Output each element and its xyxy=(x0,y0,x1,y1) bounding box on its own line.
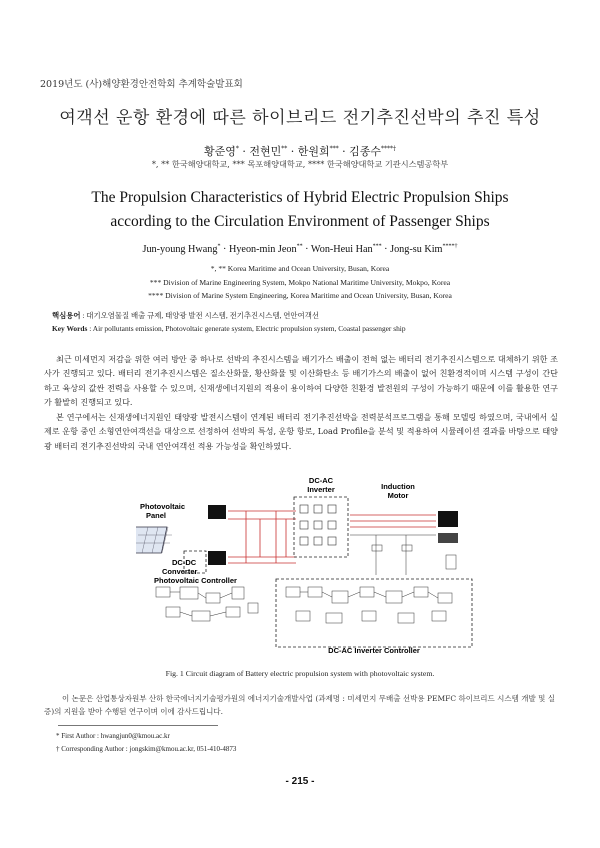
photovoltaic-panel-icon xyxy=(136,527,172,553)
english-affiliation-1: *, ** Korea Maritime and Ocean University, Busan, Korea xyxy=(210,264,390,273)
label-dcdc-2: Converter xyxy=(162,567,198,576)
motor-block xyxy=(438,511,458,527)
label-inverter-controller: DC-AC Inverter Controller xyxy=(328,646,420,653)
pv-controller-blocks xyxy=(156,587,258,621)
paragraph-1: 최근 미세먼지 저감을 위한 여러 방안 중 하나로 선박의 추진시스템을 배기가스 배출이 전혀 없는 배터리 전기추진시스템으로 대체하기 위한 조사가 진행되고 있다. 배터리 전기추진시스템은 질소산화물, 황산화물 및 이산화탄소 등 배기가스의 배출이 없어 친환경적이며 시스템 구성이 간단하고 육상의 값싼 전력을 사용할 수 있으며, 신재생에너지원의 적용이 용이하여 다양한 친환경 발전원의 구성이 가능하기 때문에 이를 활용한 연구가 활발히 진행되고 있다. xyxy=(44,354,558,408)
label-induction: Induction xyxy=(381,482,415,491)
paragraph-2: 본 연구에서는 신재생에너지원인 태양광 발전시스템이 연계된 배터리 전기추진선박을 전력분석프로그램을 통해 모델링 하였으며, 국내에서 실제로 운항 중인 소형연안여객선을 대상으로 선정하여 선박의 특성, 운항 항로, Load Profile을 분석 및 적용하여 시뮬레이션 결과를 바탕으로 태양광 배터리 전기추진선박의 국내 연안여객선 적용 가능성을 확인하였다. xyxy=(44,412,558,451)
english-authors: Jun-young Hwang* · Hyeon-min Jeon** · Won-Heui Han*** · Jong-su Kim****† xyxy=(142,243,458,255)
label-motor: Motor xyxy=(387,491,409,500)
inverter-controller-blocks xyxy=(286,587,452,623)
page-number: - 215 - xyxy=(285,776,315,787)
label-pv-controller: Photovoltaic Controller xyxy=(154,576,237,585)
keywords-korean: 핵심용어 : 대기오염물질 배출 규제, 태양광 발전 시스템, 전기추진시스템, 연안여객선 xyxy=(52,311,319,320)
footnote-first-author: * First Author : hwangjun0@kmou.ac.kr xyxy=(56,732,170,740)
label-pv-2: Panel xyxy=(146,511,167,520)
label-pv-1: Photovoltaic xyxy=(140,502,186,511)
inverter-dashed-box xyxy=(294,497,348,557)
label-dcac: DC-AC xyxy=(308,476,334,485)
korean-authors: 황준영* · 전현민** · 한원희*** · 김종수****† xyxy=(203,145,397,158)
label-inverter: Inverter xyxy=(307,485,335,494)
battery-block xyxy=(208,551,226,565)
label-dcdc-1: DC-DC xyxy=(172,558,197,567)
figure-caption: Fig. 1 Circuit diagram of Battery electric propulsion system with photovoltaic system. xyxy=(165,669,435,678)
motor-block-2 xyxy=(438,533,458,543)
footnote-corresponding-author: † Corresponding Author : jongskim@kmou.ac.kr, 051-410-4873 xyxy=(56,745,237,753)
acknowledgement: 이 논문은 산업통상자원부 산하 한국에너지기술평가원의 에너지기술개발사업 (과제명 : 미세먼지 무배출 선박용 PEMFC 하이브리드 시스템 개발 및 실증)의 지원을 받아 수행된 연구이며 이에 감사드립니다. xyxy=(44,694,555,716)
circuit-diagram-figure xyxy=(136,475,476,653)
keywords-english: Key Words : Air pollutants emission, Photovoltaic generate system, Electric propulsion system, Coastal passenger ship xyxy=(52,324,406,333)
korean-affiliation: *, ** 한국해양대학교, *** 목포해양대학교, **** 한국해양대학교 기관시스템공학부 xyxy=(151,159,449,169)
footnote-divider xyxy=(58,725,218,726)
inverter-switches xyxy=(300,505,336,545)
english-affiliation-3: **** Division of Marine System Engineering, Korea Maritime and Ocean University, Busan, Korea xyxy=(148,291,452,300)
conference-header: 2019년도 (사)해양환경안전학회 추계학술발표회 xyxy=(40,79,243,90)
english-affiliation-2: *** Division of Marine Engineering System, Mokpo National Maritime University, Mokpo, Korea xyxy=(149,278,451,287)
pv-source-block xyxy=(208,505,226,519)
korean-title: 여객선 운항 환경에 따른 하이브리드 전기추진선박의 추진 특성 xyxy=(59,108,541,128)
english-title: The Propulsion Characteristics of Hybrid Electric Propulsion Ships according to the Circulation Environment of Passenger Ships xyxy=(91,189,509,230)
